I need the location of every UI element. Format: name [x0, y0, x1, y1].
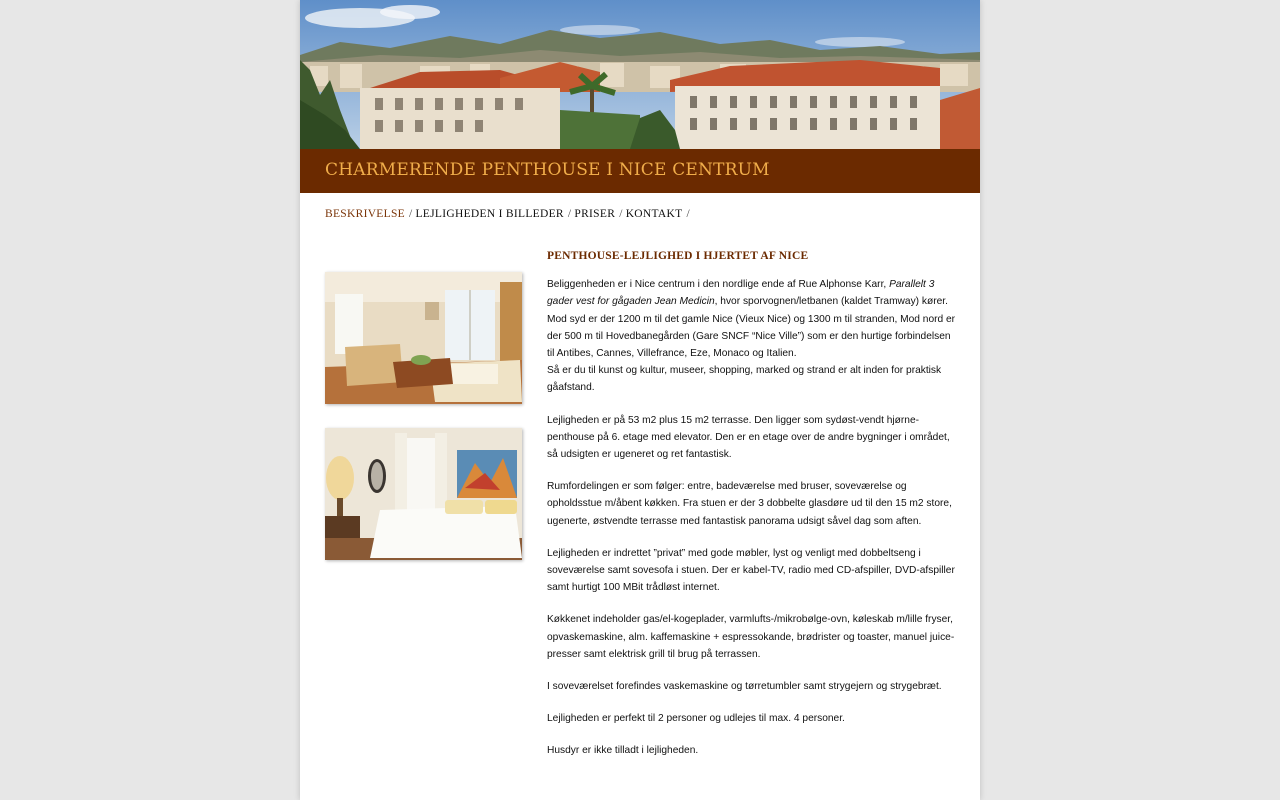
- article-paragraph-furnishing: Lejligheden er indrettet ”privat” med gode møbler, lyst og venligt med dobbeltseng i soveværelse samt sovesofa i stuen. Der er kabel-TV, radio med CD-afspiller, DVD-afspiller samt hurtigt 100 MBit trådløst internet.: [547, 547, 955, 594]
- article-paragraph-laundry: I soveværelset forefindes vaskemaskine og tørretumbler samt strygejern og strygebræt.: [547, 681, 942, 693]
- article-heading: PENTHOUSE-LEJLIGHED I HJERTET AF NICE: [547, 250, 809, 262]
- nav-separator: /: [686, 208, 690, 220]
- article-paragraph-culture: Så er du til kunst og kultur, museer, shopping, marked og strand er alt inden for praktisk gåafstand.: [547, 365, 942, 394]
- main-nav: [325, 208, 693, 220]
- nav-separator: /: [408, 208, 413, 220]
- nav-link-priser[interactable]: PRISER: [574, 208, 616, 220]
- nav-link-beskrivelse[interactable]: BESKRIVELSE: [325, 208, 405, 220]
- article-paragraph-capacity: Lejligheden er perfekt til 2 personer og udlejes til max. 4 personer.: [547, 713, 845, 725]
- page-container: [300, 0, 980, 800]
- article-paragraph-size: Lejligheden er på 53 m2 plus 15 m2 terrasse. Den ligger som sydøst-vendt hjørne-penthouse på 6. etage med elevator. Den er en etage over de andre bygninger i området, så udsigten er ugeneret og ret fantastisk.: [547, 414, 950, 461]
- article-paragraph-kitchen: Køkkenet indeholder gas/el-kogeplader, varmlufts-/mikrobølge-ovn, køleskab m/lille fryser, opvaskemaskine, alm. kaffemaskine + espressokande, brødrister og toaster, manuel juice-presser samt elektrisk grill til brug på terrassen.: [547, 614, 955, 660]
- article-paragraph-layout: Rumfordelingen er som følger: entre, badeværelse med bruser, soveværelse og opholdsstue m/åbent køkken. Fra stuen er der 3 dobbelte glasdøre ud til den 15 m2 store, ugenerte, østvendte terrasse med fantastisk panorama udsigt såvel dag som aften.: [547, 481, 952, 527]
- nav-link-kontakt[interactable]: KONTAKT: [625, 208, 683, 220]
- description-article: [547, 248, 957, 775]
- living-room-photo[interactable]: [325, 272, 522, 404]
- location-text-a: Beliggenheden er i Nice centrum i den nordlige ende af Rue Alphonse Karr,: [547, 279, 890, 291]
- article-paragraph-location: [547, 276, 957, 362]
- nav-link-lejligheden-i-billeder[interactable]: LEJLIGHEDEN I BILLEDER: [415, 208, 564, 220]
- article-paragraph-pets: Husdyr er ikke tilladt i lejligheden.: [547, 745, 699, 757]
- bedroom-photo[interactable]: [325, 428, 522, 560]
- nav-separator: /: [567, 208, 572, 220]
- title-band: [300, 149, 980, 193]
- location-text-emphasis: Parallelt 3 gader vest for gågaden Jean Medicin: [547, 279, 935, 308]
- nav-separator: /: [619, 208, 623, 220]
- location-text-b: , hvor sporvognen/letbanen (kaldet Tramway) kører. Mod syd er der 1200 m til det gamle Nice (Vieux Nice) og 1300 m til stranden, Mod nord er der 500 m til Hovedbanegården (Gare SNCF “Nice Ville”) som er den hurtige forbindelsen til Antibes, Cannes, Villefrance, Eze, Monaco og Italien.: [547, 296, 956, 360]
- hero-panorama-image: [300, 0, 980, 149]
- site-title: CHARMERENDE PENTHOUSE I NICE CENTRUM: [325, 160, 770, 180]
